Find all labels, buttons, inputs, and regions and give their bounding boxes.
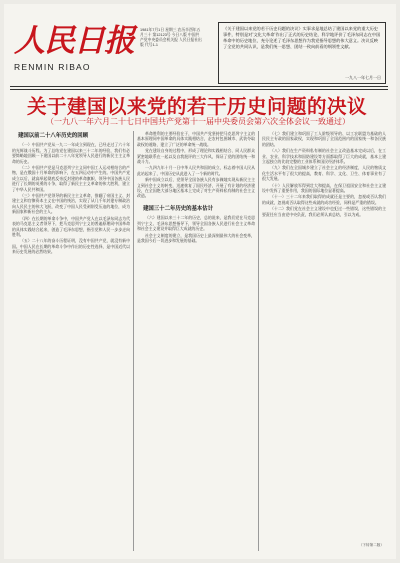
paragraph: （十）人民解放军得到壮大和提高，在保卫祖国安全和社会主义建设中发挥了重要作用，我国的国际地位显著提高。 [262,182,386,194]
paragraph: （三）中国共产党领导的新民主主义革命，推翻了帝国主义、封建主义和官僚资本主义在中国的统治，实现了从几千年封建专制政治向人民民主的伟大飞跃，改变了中国人民受剥削受压迫的地位，成为新国家和新社会的主人。 [12,193,130,215]
continued-note: （下转第二版） [358,542,384,547]
article-body [12,131,386,551]
newspaper-pinyin: RENMIN RIBAO [14,62,91,72]
subheadline: （一九八一年六月二十七日中国共产党第十一届中央委员会第六次全体会议一致通过） [46,117,350,126]
quotation-date: 一九八一年七月一日 [345,75,381,80]
masthead-rule-thin [10,89,388,90]
section-title: 建国三十二年历史的基本估计 [143,205,214,212]
paragraph: （五）二十八年的奋斗历程证明，没有中国共产党，就没有新中国。中国人民在长期的革命斗争中作出的历史性选择，是中国近代以来历史发展的必然结果。 [12,238,130,255]
paragraph: 一九四九年十月一日中华人民共和国的成立，标志着中国人民从此站起来了，中国历史从此进入了一个新的时代。 [137,165,255,176]
headline: 关于建国以来党的若干历史问题的决议 [26,95,367,118]
paragraph: （二）中国共产党是马克思列宁主义同中国工人运动相结合的产物，是在俄国十月革命的影响下，在五四运动中产生的。中国共产党成立以后，就高举起彻底反帝反封建的革命旗帜，领导中国各族人民进行了长期的英勇的斗争，取得了新民主主义革命的伟大胜利，建立了中华人民共和国。 [12,165,130,192]
article-column-3 [262,131,386,551]
paragraph: （十一）三十二年来我们取得的成就还是主要的，忽视或否认我们的成就，忽视或否认取得这些成就的成功经验，同样是严重的错误。 [262,194,386,205]
paragraph: （九）我们在全国城乡建立了社会主义的经济制度，人民的物质文化生活水平有了很大的提高，教育、科学、文化、卫生、体育事业有了很大发展。 [262,165,386,182]
paragraph: （七）我们建立和巩固了工人阶级领导的、以工农联盟为基础的人民民主专政的国家政权，实现和巩固了全国范围内的国家统一和各民族的团结。 [262,131,386,147]
paragraph: 新中国成立以后，党领导全国各族人民有步骤地实现从新民主主义到社会主义的转变，迅速恢复了国民经济，开展了有计划的经济建设，在全国绝大部分地区基本上完成了对生产资料私有制的社会主义改造。 [137,177,255,199]
quotation-text: 《关于建国以来党的若干历史问题的决议》实事求是地总结了建国以来党的重大历史事件，特别是对'文化大革命'作出了正式的历史结论，科学地评价了毛泽东同志在中国革命中的历史地位，充分论述了毛泽东思想作为我党指导思想的伟大意义。决议反映了全党的共同认识，是我们统一思想、团结一致向前看的纲领性文献。 [223,26,381,49]
paragraph: （一）中国共产党从一九二一年成立到现在，已经走过了六十年的光辉战斗历程。为了总结党在建国以来三十二年的经验，我们有必要简略地回顾一下建国以前二十八年党领导人民进行的新民主主义革命的历史。 [12,142,130,164]
paragraph: 革命胜利的主要经验在于，中国共产党坚持把马克思列宁主义的基本原理同中国革命的具体实践相结合，走农村包围城市、武装夺取政权的道路，建立了广泛的革命统一战线。 [137,131,255,147]
paragraph: （四）在长期的革命斗争中，中国共产党人在以毛泽东同志为代表的马克思主义者领导下，把马克思列宁主义的普遍原理同中国革命的具体实践结合起来，创造了毛泽东思想，指引党和人民一步步走向胜利。 [12,215,130,237]
section-title: 建国以前二十八年历史的回顾 [18,133,89,139]
paragraph: （十二）我们党在社会主义建设中也犯过一些错误，这些错误的主要责任应当由党中央负责，我们必须认真总结，引以为戒。 [262,206,386,217]
paragraph: （六）建国以来三十二年的历史，总的说来，是我们党在马克思列宁主义、毛泽东思想指导下，领导全国各族人民进行社会主义革命和社会主义建设并取得巨大成就的历史。 [137,215,255,232]
article-column-1 [12,131,130,551]
newspaper-logo: 人民日报 [14,23,134,59]
paragraph: 党在建设自身的过程中，形成了理论和实践相结合、同人民群众紧密地联系在一起以及自我批评的三大作风，保证了党的团结统一和战斗力。 [137,148,255,165]
edition-info: 1981年7月1日 星期三 农历辛酉年五月三十 第12123号 今日八版 中国共产党中央委员会机关报 人民日报社出版 代号1-1 [140,28,202,47]
paragraph: 社会主义制度的建立，是我国历史上最深刻最伟大的社会变革，是我国今后一切进步和发展的基础。 [137,232,255,243]
article-column-2 [137,131,255,551]
quotation-box [218,22,386,84]
masthead [14,23,134,80]
masthead-rule [10,86,388,87]
paragraph: （八）我们在生产资料私有制的社会主义改造基本完成以后，在工业、农业、科学技术和国防建设等方面都取得了巨大的成就，基本上建立起独立的比较完整的工业体系和国民经济体系。 [262,148,386,165]
